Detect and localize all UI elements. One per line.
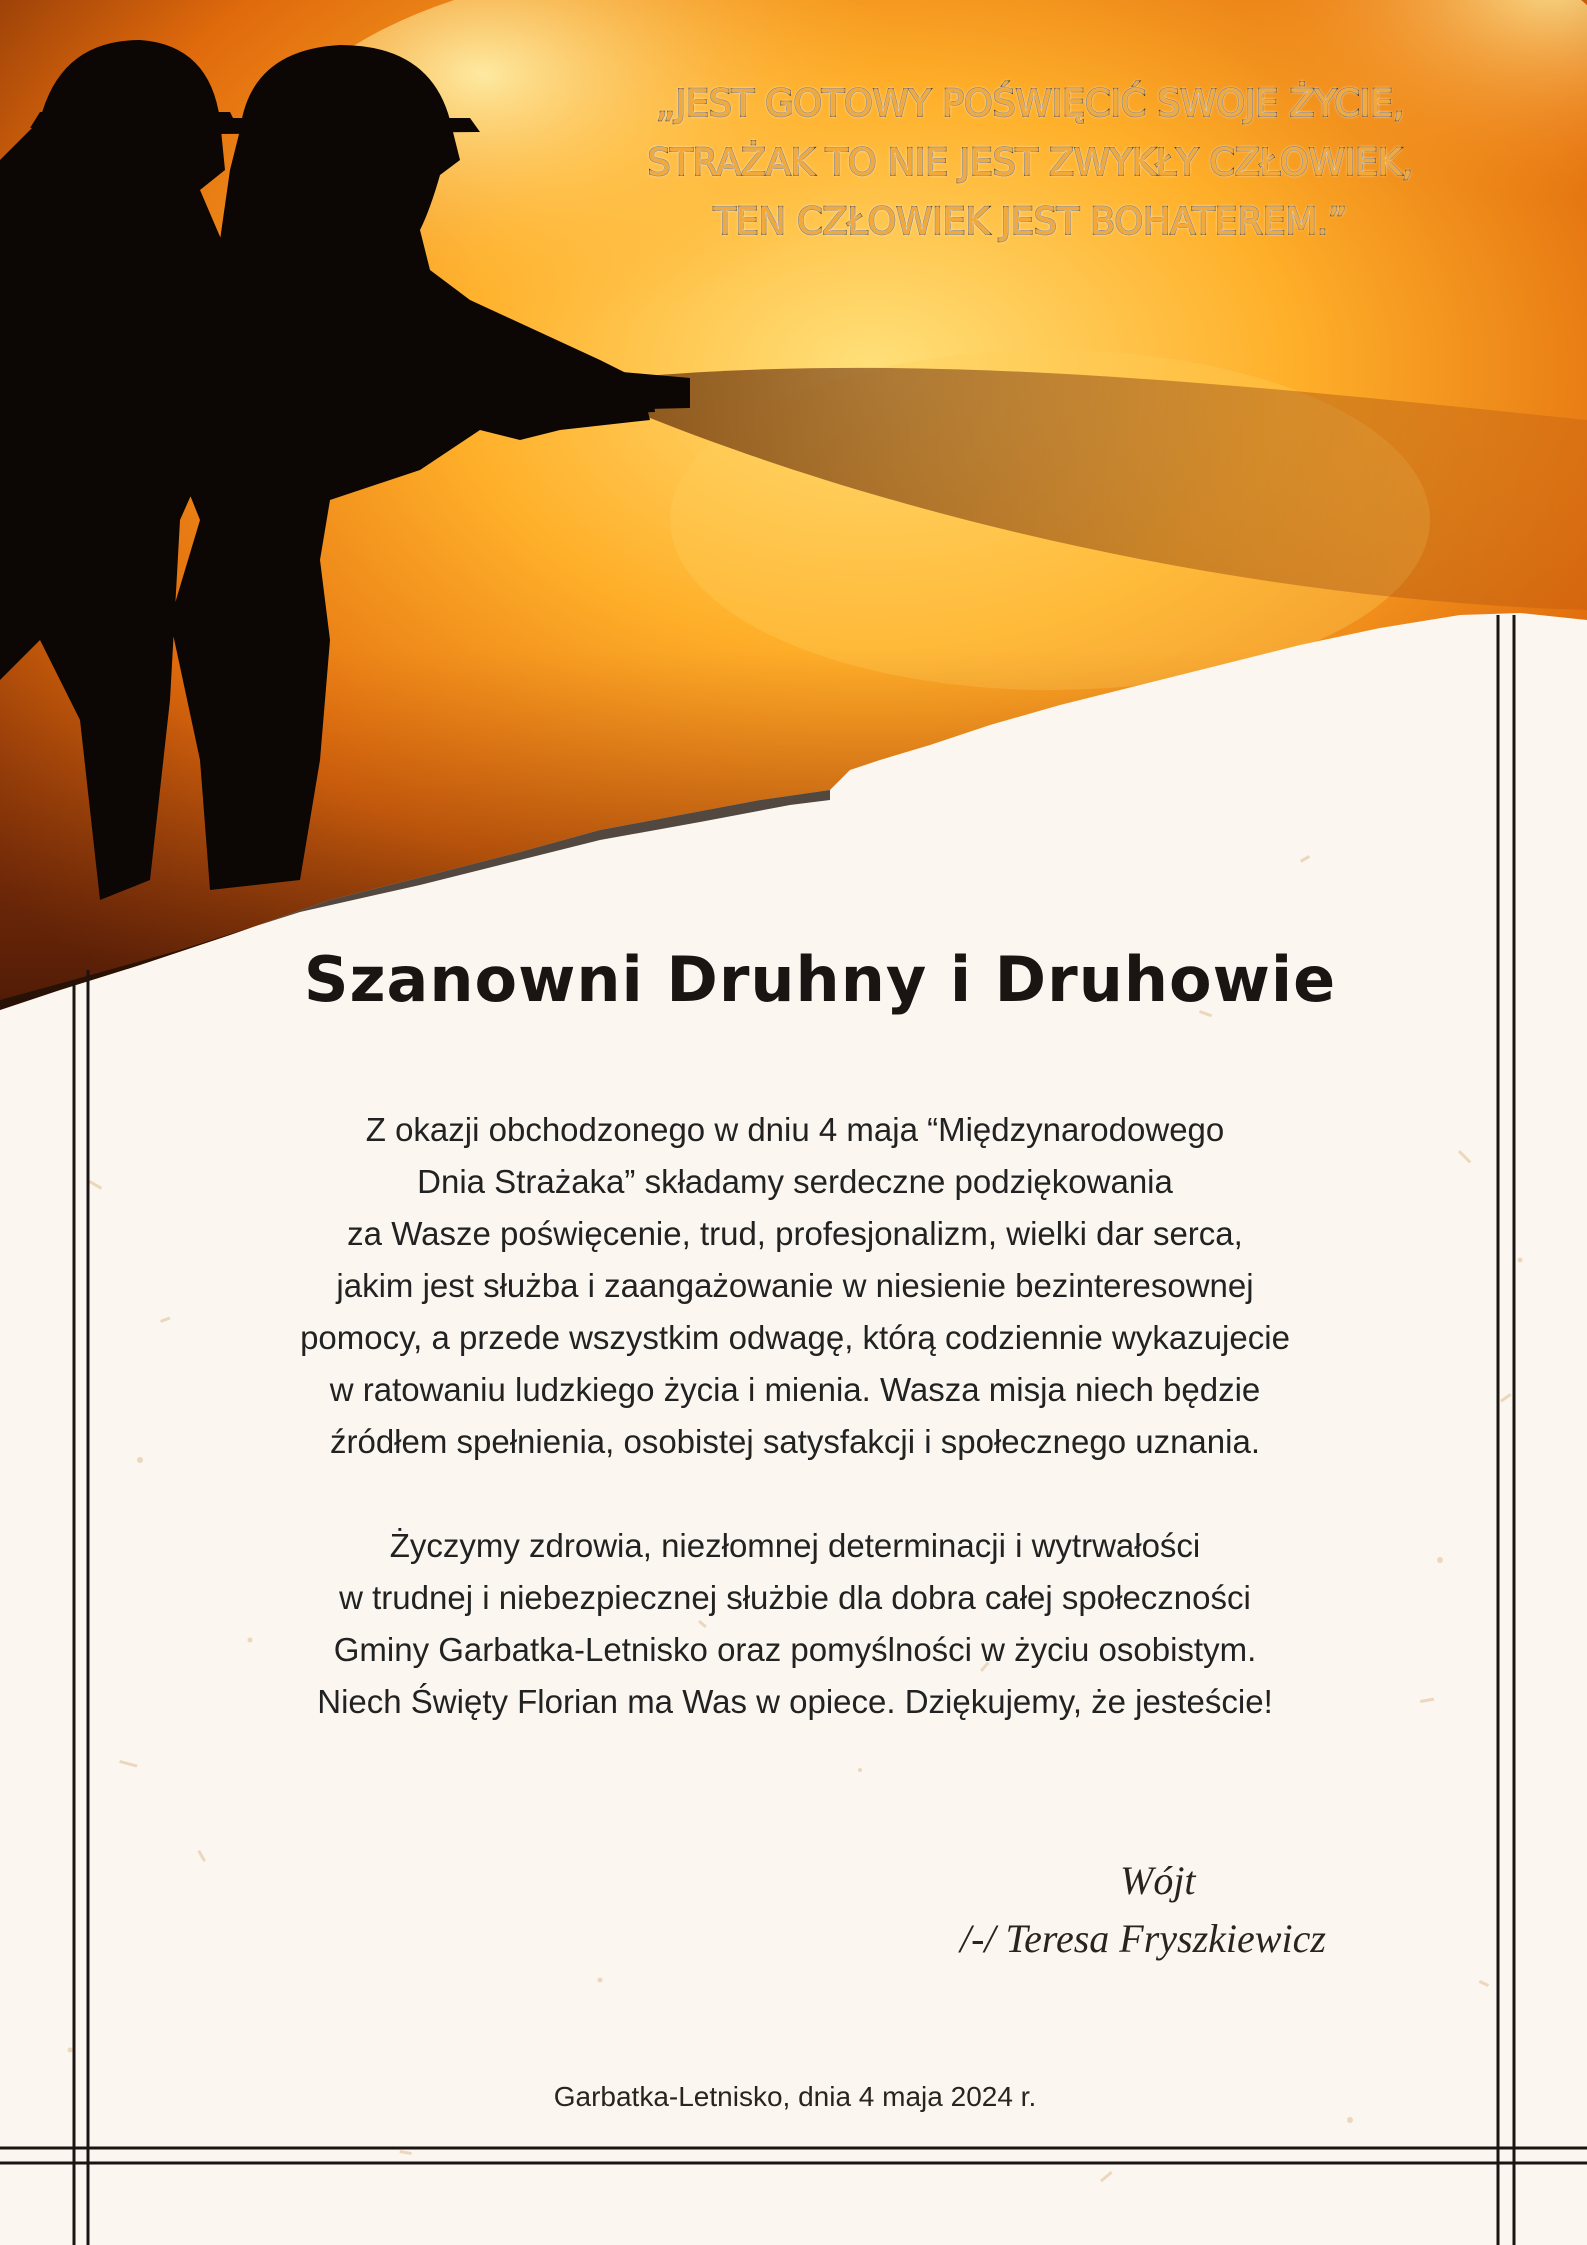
body-line: za Wasze poświęcenie, trud, profesjonalizm, wielki dar serca,: [347, 1215, 1243, 1252]
body-line: Niech Święty Florian ma Was w opiece. Dziękujemy, że jesteście!: [317, 1683, 1273, 1720]
body-paragraph-1: [230, 1104, 1360, 1468]
quote-line: „JEST GOTOWY POŚWIĘCIĆ SWOJE ŻYCIE,: [655, 82, 1405, 125]
letter-title: Szanowni Druhny i Druhowie: [303, 943, 1337, 1016]
place-and-date: Garbatka-Letnisko, dnia 4 maja 2024 r.: [553, 2081, 1037, 2112]
signature-name: /-/ Teresa Fryszkiewicz: [960, 1916, 1326, 1961]
signature-block: [900, 1852, 1460, 1968]
body-line: w trudnej i niebezpiecznej służbie dla dobra całej społeczności: [339, 1579, 1251, 1616]
body-line: jakim jest służba i zaangażowanie w niesienie bezinteresownej: [336, 1267, 1254, 1304]
body-line: źródłem spełnienia, osobistej satysfakcji i społecznego uznania.: [329, 1423, 1260, 1460]
quote-line: TEN CZŁOWIEK JEST BOHATEREM.”: [713, 200, 1347, 243]
body-line: Gminy Garbatka-Letnisko oraz pomyślności w życiu osobistym.: [333, 1631, 1257, 1668]
body-line: Z okazji obchodzonego w dniu 4 maja “Międzynarodowego: [365, 1111, 1225, 1148]
body-line: Życzymy zdrowia, niezłomnej determinacji i wytrwałości: [389, 1527, 1201, 1564]
body-paragraph-2: [230, 1520, 1360, 1728]
body-line: pomocy, a przede wszystkim odwagę, którą codziennie wykazujecie: [300, 1319, 1290, 1356]
body-line: Dnia Strażaka” składamy serdeczne podziękowania: [417, 1163, 1173, 1200]
signature-role: Wójt: [1120, 1858, 1196, 1903]
quote-line: STRAŻAK TO NIE JEST ZWYKŁY CZŁOWIEK,: [647, 141, 1413, 184]
hero-quote: [560, 74, 1500, 251]
letter-body: [230, 1104, 1360, 1780]
body-line: w ratowaniu ludzkiego życia i mienia. Wasza misja niech będzie: [329, 1371, 1261, 1408]
